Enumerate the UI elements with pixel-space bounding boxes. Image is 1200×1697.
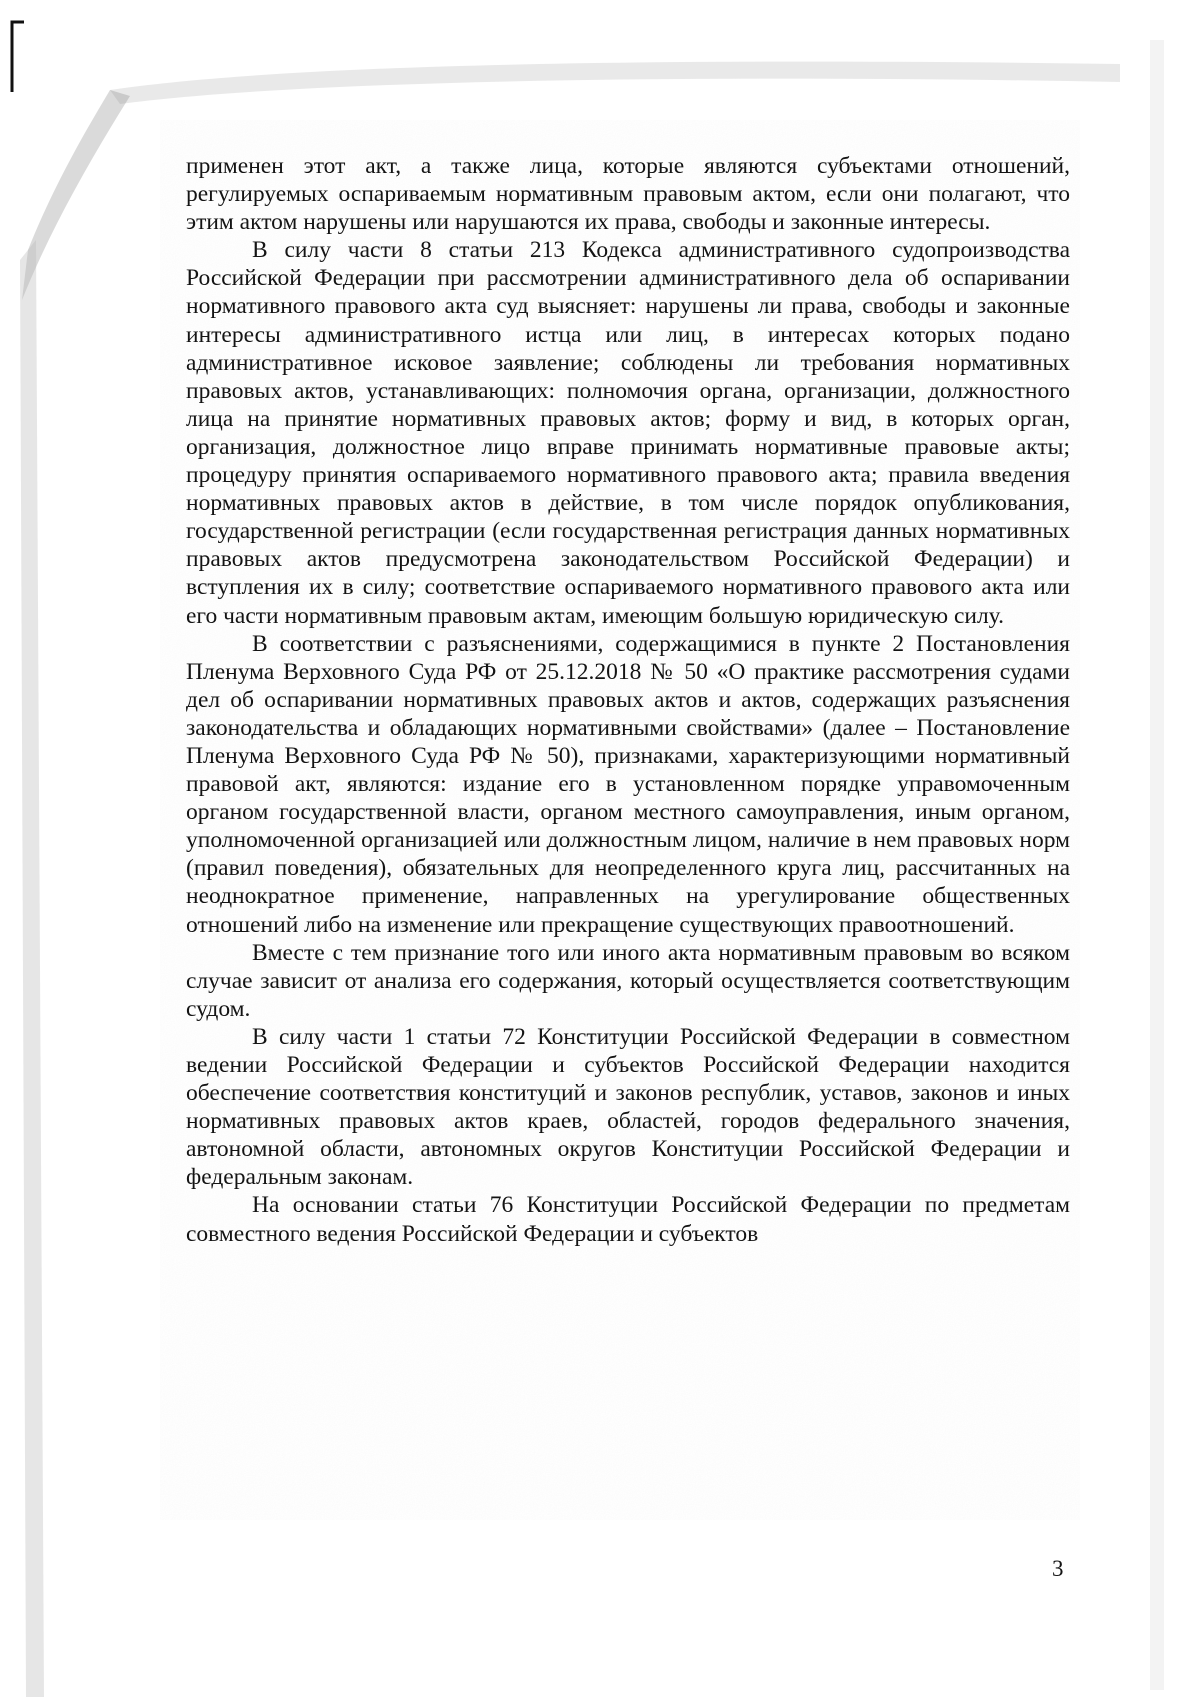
document-body: [186, 152, 1070, 1248]
folded-corner-shadow: [22, 90, 130, 300]
paragraph-6: На основании статьи 76 Конституции Российской Федерации по предметам совместного ведения Российской Федерации и субъектов: [186, 1192, 1070, 1247]
left-edge-shadow: [20, 240, 44, 1697]
paragraph-3: В соответствии с разъяснениями, содержащимися в пункте 2 Постановления Пленума Верховного Суда РФ от 25.12.2018 № 50 «О практике рассмотрения судами дел об оспаривании нормативных правовых актов и актов, содержащих разъяснения законодательства и обладающих нормативными свойствами» (далее – Постановление Пленума Верховного Суда РФ № 50), признаками, характеризующими нормативный правовой акт, являются: издание его в установленном порядке управомоченным органом государственной власти, органом местного самоуправления, иным органом, уполномоченной организацией или должностным лицом, наличие в нем правовых норм (правил поведения), обязательных для неопределенного круга лиц, рассчитанных на неоднократное применение, направленных на урегулирование общественных отношений либо на изменение или прекращение существующих правоотношений.: [186, 630, 1070, 938]
right-edge-shadow: [1150, 40, 1164, 1690]
paragraph-1: применен этот акт, а также лица, которые являются субъектами отношений, регулируемых оспариваемым нормативным правовым актом, если они полагают, что этим актом нарушены или нарушаются их права, свободы и законные интересы.: [186, 153, 1070, 236]
page-number: 3: [1052, 1556, 1064, 1581]
top-scan-shadow: [110, 62, 1120, 104]
paragraph-5: В силу части 1 статьи 72 Конституции Российской Федерации в совместном ведении Российской Федерации и субъектов Российской Федерации находится обеспечение соответствия конституций и законов республик, уставов, законов и иных нормативных правовых актов краев, областей, городов федерального значения, автономной области, автономных округов Конституции Российской Федерации и федеральным законам.: [186, 1023, 1070, 1191]
paragraph-2: В силу части 8 статьи 213 Кодекса административного судопроизводства Российской Федерации при рассмотрении административного дела об оспаривании нормативного правового акта суд выясняет: нарушены ли права, свободы и законные интересы административного истца или лиц, в интересах которых подано административное исковое заявление; соблюдены ли требования нормативных правовых актов, устанавливающих: полномочия органа, организации, должностного лица на принятие нормативных правовых актов; форму и вид, в которых орган, организация, должностное лицо вправе принимать нормативные правовые акты; процедуру принятия оспариваемого нормативного правового акта; правила введения нормативных правовых актов в действие, в том числе порядок опубликования, государственной регистрации (если государственная регистрация данных нормативных правовых актов предусмотрена законодательством Российской Федерации) и вступления их в силу; соответствие оспариваемого нормативного правового акта или его части нормативным правовым актам, имеющим большую юридическую силу.: [186, 237, 1070, 629]
paragraph-4: Вместе с тем признание того или иного акта нормативным правовым во всяком случае зависит от анализа его содержания, который осуществляется соответствующим судом.: [186, 939, 1070, 1022]
corner-bracket-mark: [12, 22, 24, 92]
